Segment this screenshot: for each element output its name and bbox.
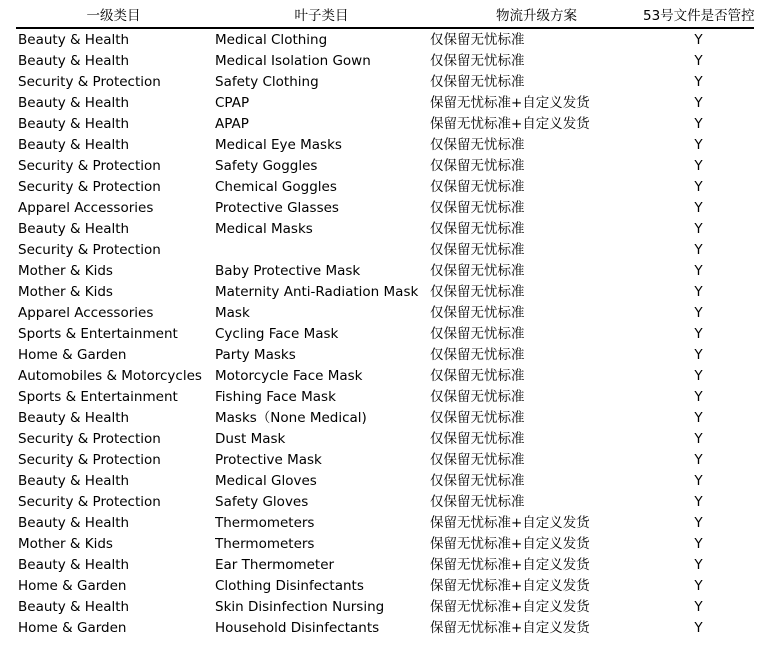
table-row[interactable] <box>16 324 754 345</box>
cell-level1-category[interactable]: Mother & Kids <box>18 536 113 552</box>
table-row[interactable] <box>16 30 754 51</box>
cell-doc53-controlled[interactable]: Y <box>694 347 703 363</box>
cell-doc53-controlled[interactable]: Y <box>694 95 703 111</box>
table-row[interactable] <box>16 156 754 177</box>
table-row[interactable] <box>16 450 754 471</box>
cell-doc53-controlled[interactable]: Y <box>694 515 703 531</box>
cell-leaf-category[interactable]: Motorcycle Face Mask <box>215 368 363 384</box>
cell-level1-category[interactable]: Beauty & Health <box>18 515 130 531</box>
cell-logistics-plan[interactable]: 仅保留无忧标准 <box>430 200 525 216</box>
table-row[interactable] <box>16 303 754 324</box>
cell-doc53-controlled[interactable]: Y <box>694 242 703 258</box>
table-row[interactable] <box>16 555 754 576</box>
cell-logistics-plan[interactable]: 保留无忧标准+自定义发货 <box>430 95 590 111</box>
cell-doc53-controlled[interactable]: Y <box>694 200 703 216</box>
cell-leaf-category[interactable]: Safety Goggles <box>215 158 318 174</box>
cell-level1-category[interactable]: Automobiles & Motorcycles <box>18 368 202 384</box>
cell-logistics-plan[interactable]: 仅保留无忧标准 <box>430 53 525 69</box>
table-row[interactable] <box>16 492 754 513</box>
cell-logistics-plan[interactable]: 保留无忧标准+自定义发货 <box>430 620 590 636</box>
table-row[interactable] <box>16 513 754 534</box>
cell-level1-category[interactable]: Security & Protection <box>18 179 161 195</box>
cell-doc53-controlled[interactable]: Y <box>694 53 703 69</box>
cell-doc53-controlled[interactable]: Y <box>694 578 703 594</box>
cell-doc53-controlled[interactable]: Y <box>694 116 703 132</box>
cell-doc53-controlled[interactable]: Y <box>694 263 703 279</box>
cell-leaf-category[interactable]: Thermometers <box>215 515 315 531</box>
cell-level1-category[interactable]: Beauty & Health <box>18 410 130 426</box>
cell-level1-category[interactable]: Beauty & Health <box>18 116 130 132</box>
table-row[interactable] <box>16 345 754 366</box>
cell-leaf-category[interactable]: Medical Masks <box>215 221 313 237</box>
cell-doc53-controlled[interactable]: Y <box>694 494 703 510</box>
header-level1-category[interactable]: 一级类目 <box>86 8 141 24</box>
cell-level1-category[interactable]: Beauty & Health <box>18 221 130 237</box>
cell-leaf-category[interactable]: Medical Gloves <box>215 473 317 489</box>
cell-level1-category[interactable]: Home & Garden <box>18 620 127 636</box>
cell-doc53-controlled[interactable]: Y <box>694 620 703 636</box>
cell-leaf-category[interactable]: Baby Protective Mask <box>215 263 361 279</box>
cell-logistics-plan[interactable]: 仅保留无忧标准 <box>430 263 525 279</box>
cell-doc53-controlled[interactable]: Y <box>694 389 703 405</box>
cell-level1-category[interactable]: Security & Protection <box>18 494 161 510</box>
cell-level1-category[interactable]: Beauty & Health <box>18 557 130 573</box>
cell-level1-category[interactable]: Security & Protection <box>18 242 161 258</box>
spreadsheet-table <box>16 6 754 639</box>
cell-level1-category[interactable]: Mother & Kids <box>18 263 113 279</box>
cell-logistics-plan[interactable]: 仅保留无忧标准 <box>430 179 525 195</box>
cell-logistics-plan[interactable]: 仅保留无忧标准 <box>430 494 525 510</box>
cell-logistics-plan[interactable]: 仅保留无忧标准 <box>430 32 525 48</box>
cell-logistics-plan[interactable]: 仅保留无忧标准 <box>430 389 525 405</box>
cell-level1-category[interactable]: Beauty & Health <box>18 599 130 615</box>
cell-leaf-category[interactable]: Household Disinfectants <box>215 620 380 636</box>
cell-leaf-category[interactable]: Chemical Goggles <box>215 179 337 195</box>
cell-level1-category[interactable]: Sports & Entertainment <box>18 389 178 405</box>
table-header <box>16 6 754 29</box>
cell-leaf-category[interactable]: APAP <box>215 116 249 132</box>
table-row[interactable] <box>16 219 754 240</box>
cell-doc53-controlled[interactable]: Y <box>694 452 703 468</box>
cell-level1-category[interactable]: Beauty & Health <box>18 137 130 153</box>
cell-logistics-plan[interactable]: 保留无忧标准+自定义发货 <box>430 515 590 531</box>
table-row[interactable] <box>16 429 754 450</box>
cell-logistics-plan[interactable]: 保留无忧标准+自定义发货 <box>430 578 590 594</box>
cell-leaf-category[interactable]: Masks（None Medical) <box>215 410 367 426</box>
table-row[interactable] <box>16 72 754 93</box>
header-doc53-controlled[interactable]: 53号文件是否管控 <box>643 8 755 24</box>
cell-leaf-category[interactable]: Medical Clothing <box>215 32 328 48</box>
cell-doc53-controlled[interactable]: Y <box>694 557 703 573</box>
cell-level1-category[interactable]: Security & Protection <box>18 158 161 174</box>
table-row[interactable] <box>16 387 754 408</box>
cell-leaf-category[interactable]: Maternity Anti-Radiation Mask <box>215 284 419 300</box>
cell-logistics-plan[interactable]: 保留无忧标准+自定义发货 <box>430 536 590 552</box>
table-row[interactable] <box>16 177 754 198</box>
cell-leaf-category[interactable]: Medical Isolation Gown <box>215 53 371 69</box>
cell-logistics-plan[interactable]: 仅保留无忧标准 <box>430 368 525 384</box>
cell-logistics-plan[interactable]: 仅保留无忧标准 <box>430 326 525 342</box>
cell-doc53-controlled[interactable]: Y <box>694 473 703 489</box>
table-row[interactable] <box>16 597 754 618</box>
cell-leaf-category[interactable]: Dust Mask <box>215 431 286 447</box>
cell-level1-category[interactable]: Security & Protection <box>18 431 161 447</box>
cell-level1-category[interactable]: Beauty & Health <box>18 32 130 48</box>
table-row[interactable] <box>16 240 754 261</box>
cell-level1-category[interactable]: Security & Protection <box>18 452 161 468</box>
cell-doc53-controlled[interactable]: Y <box>694 32 703 48</box>
cell-logistics-plan[interactable]: 仅保留无忧标准 <box>430 410 525 426</box>
table-row[interactable] <box>16 135 754 156</box>
cell-leaf-category[interactable]: Fishing Face Mask <box>215 389 336 405</box>
cell-level1-category[interactable]: Beauty & Health <box>18 53 130 69</box>
table-row[interactable] <box>16 51 754 72</box>
cell-doc53-controlled[interactable]: Y <box>694 599 703 615</box>
cell-logistics-plan[interactable]: 仅保留无忧标准 <box>430 74 525 90</box>
cell-leaf-category[interactable]: Protective Mask <box>215 452 322 468</box>
table-row[interactable] <box>16 282 754 303</box>
cell-doc53-controlled[interactable]: Y <box>694 305 703 321</box>
cell-logistics-plan[interactable]: 仅保留无忧标准 <box>430 347 525 363</box>
table-row[interactable] <box>16 261 754 282</box>
cell-logistics-plan[interactable]: 仅保留无忧标准 <box>430 305 525 321</box>
table-row[interactable] <box>16 408 754 429</box>
cell-doc53-controlled[interactable]: Y <box>694 284 703 300</box>
cell-doc53-controlled[interactable]: Y <box>694 179 703 195</box>
table-row[interactable] <box>16 93 754 114</box>
cell-logistics-plan[interactable]: 保留无忧标准+自定义发货 <box>430 599 590 615</box>
table-body <box>16 30 754 639</box>
header-logistics-plan[interactable]: 物流升级方案 <box>496 8 577 24</box>
cell-doc53-controlled[interactable]: Y <box>694 410 703 426</box>
cell-doc53-controlled[interactable]: Y <box>694 326 703 342</box>
cell-level1-category[interactable]: Beauty & Health <box>18 95 130 111</box>
cell-leaf-category[interactable]: Medical Eye Masks <box>215 137 342 153</box>
cell-leaf-category[interactable]: Clothing Disinfectants <box>215 578 364 594</box>
table-row[interactable] <box>16 576 754 597</box>
cell-doc53-controlled[interactable]: Y <box>694 137 703 153</box>
cell-leaf-category[interactable]: Safety Clothing <box>215 74 319 90</box>
cell-logistics-plan[interactable]: 保留无忧标准+自定义发货 <box>430 557 590 573</box>
cell-level1-category[interactable]: Home & Garden <box>18 347 127 363</box>
cell-logistics-plan[interactable]: 仅保留无忧标准 <box>430 242 525 258</box>
cell-doc53-controlled[interactable]: Y <box>694 74 703 90</box>
cell-logistics-plan[interactable]: 保留无忧标准+自定义发货 <box>430 116 590 132</box>
cell-logistics-plan[interactable]: 仅保留无忧标准 <box>430 284 525 300</box>
cell-logistics-plan[interactable]: 仅保留无忧标准 <box>430 473 525 489</box>
cell-doc53-controlled[interactable]: Y <box>694 368 703 384</box>
table-row[interactable] <box>16 618 754 639</box>
cell-logistics-plan[interactable]: 仅保留无忧标准 <box>430 158 525 174</box>
cell-leaf-category[interactable]: Skin Disinfection Nursing <box>215 599 385 615</box>
table-row[interactable] <box>16 471 754 492</box>
table-row[interactable] <box>16 198 754 219</box>
table-row[interactable] <box>16 114 754 135</box>
cell-leaf-category[interactable] <box>215 240 428 261</box>
cell-leaf-category[interactable]: Party Masks <box>215 347 296 363</box>
cell-leaf-category[interactable]: Thermometers <box>215 536 315 552</box>
cell-leaf-category[interactable]: Safety Gloves <box>215 494 309 510</box>
cell-doc53-controlled[interactable]: Y <box>694 536 703 552</box>
cell-level1-category[interactable]: Apparel Accessories <box>18 305 154 321</box>
cell-leaf-category[interactable]: Cycling Face Mask <box>215 326 339 342</box>
cell-level1-category[interactable]: Home & Garden <box>18 578 127 594</box>
cell-leaf-category[interactable]: CPAP <box>215 95 250 111</box>
table-row[interactable] <box>16 534 754 555</box>
header-leaf-category[interactable]: 叶子类目 <box>294 8 349 24</box>
cell-leaf-category[interactable]: Ear Thermometer <box>215 557 335 573</box>
cell-leaf-category[interactable]: Mask <box>215 305 250 321</box>
cell-level1-category[interactable]: Security & Protection <box>18 74 161 90</box>
cell-doc53-controlled[interactable]: Y <box>694 221 703 237</box>
cell-level1-category[interactable]: Mother & Kids <box>18 284 113 300</box>
cell-logistics-plan[interactable]: 仅保留无忧标准 <box>430 452 525 468</box>
cell-logistics-plan[interactable]: 仅保留无忧标准 <box>430 137 525 153</box>
cell-logistics-plan[interactable]: 仅保留无忧标准 <box>430 431 525 447</box>
cell-leaf-category[interactable]: Protective Glasses <box>215 200 339 216</box>
cell-level1-category[interactable]: Beauty & Health <box>18 473 130 489</box>
cell-doc53-controlled[interactable]: Y <box>694 431 703 447</box>
cell-doc53-controlled[interactable]: Y <box>694 158 703 174</box>
cell-level1-category[interactable]: Sports & Entertainment <box>18 326 178 342</box>
cell-logistics-plan[interactable]: 仅保留无忧标准 <box>430 221 525 237</box>
table-row[interactable] <box>16 366 754 387</box>
cell-level1-category[interactable]: Apparel Accessories <box>18 200 154 216</box>
